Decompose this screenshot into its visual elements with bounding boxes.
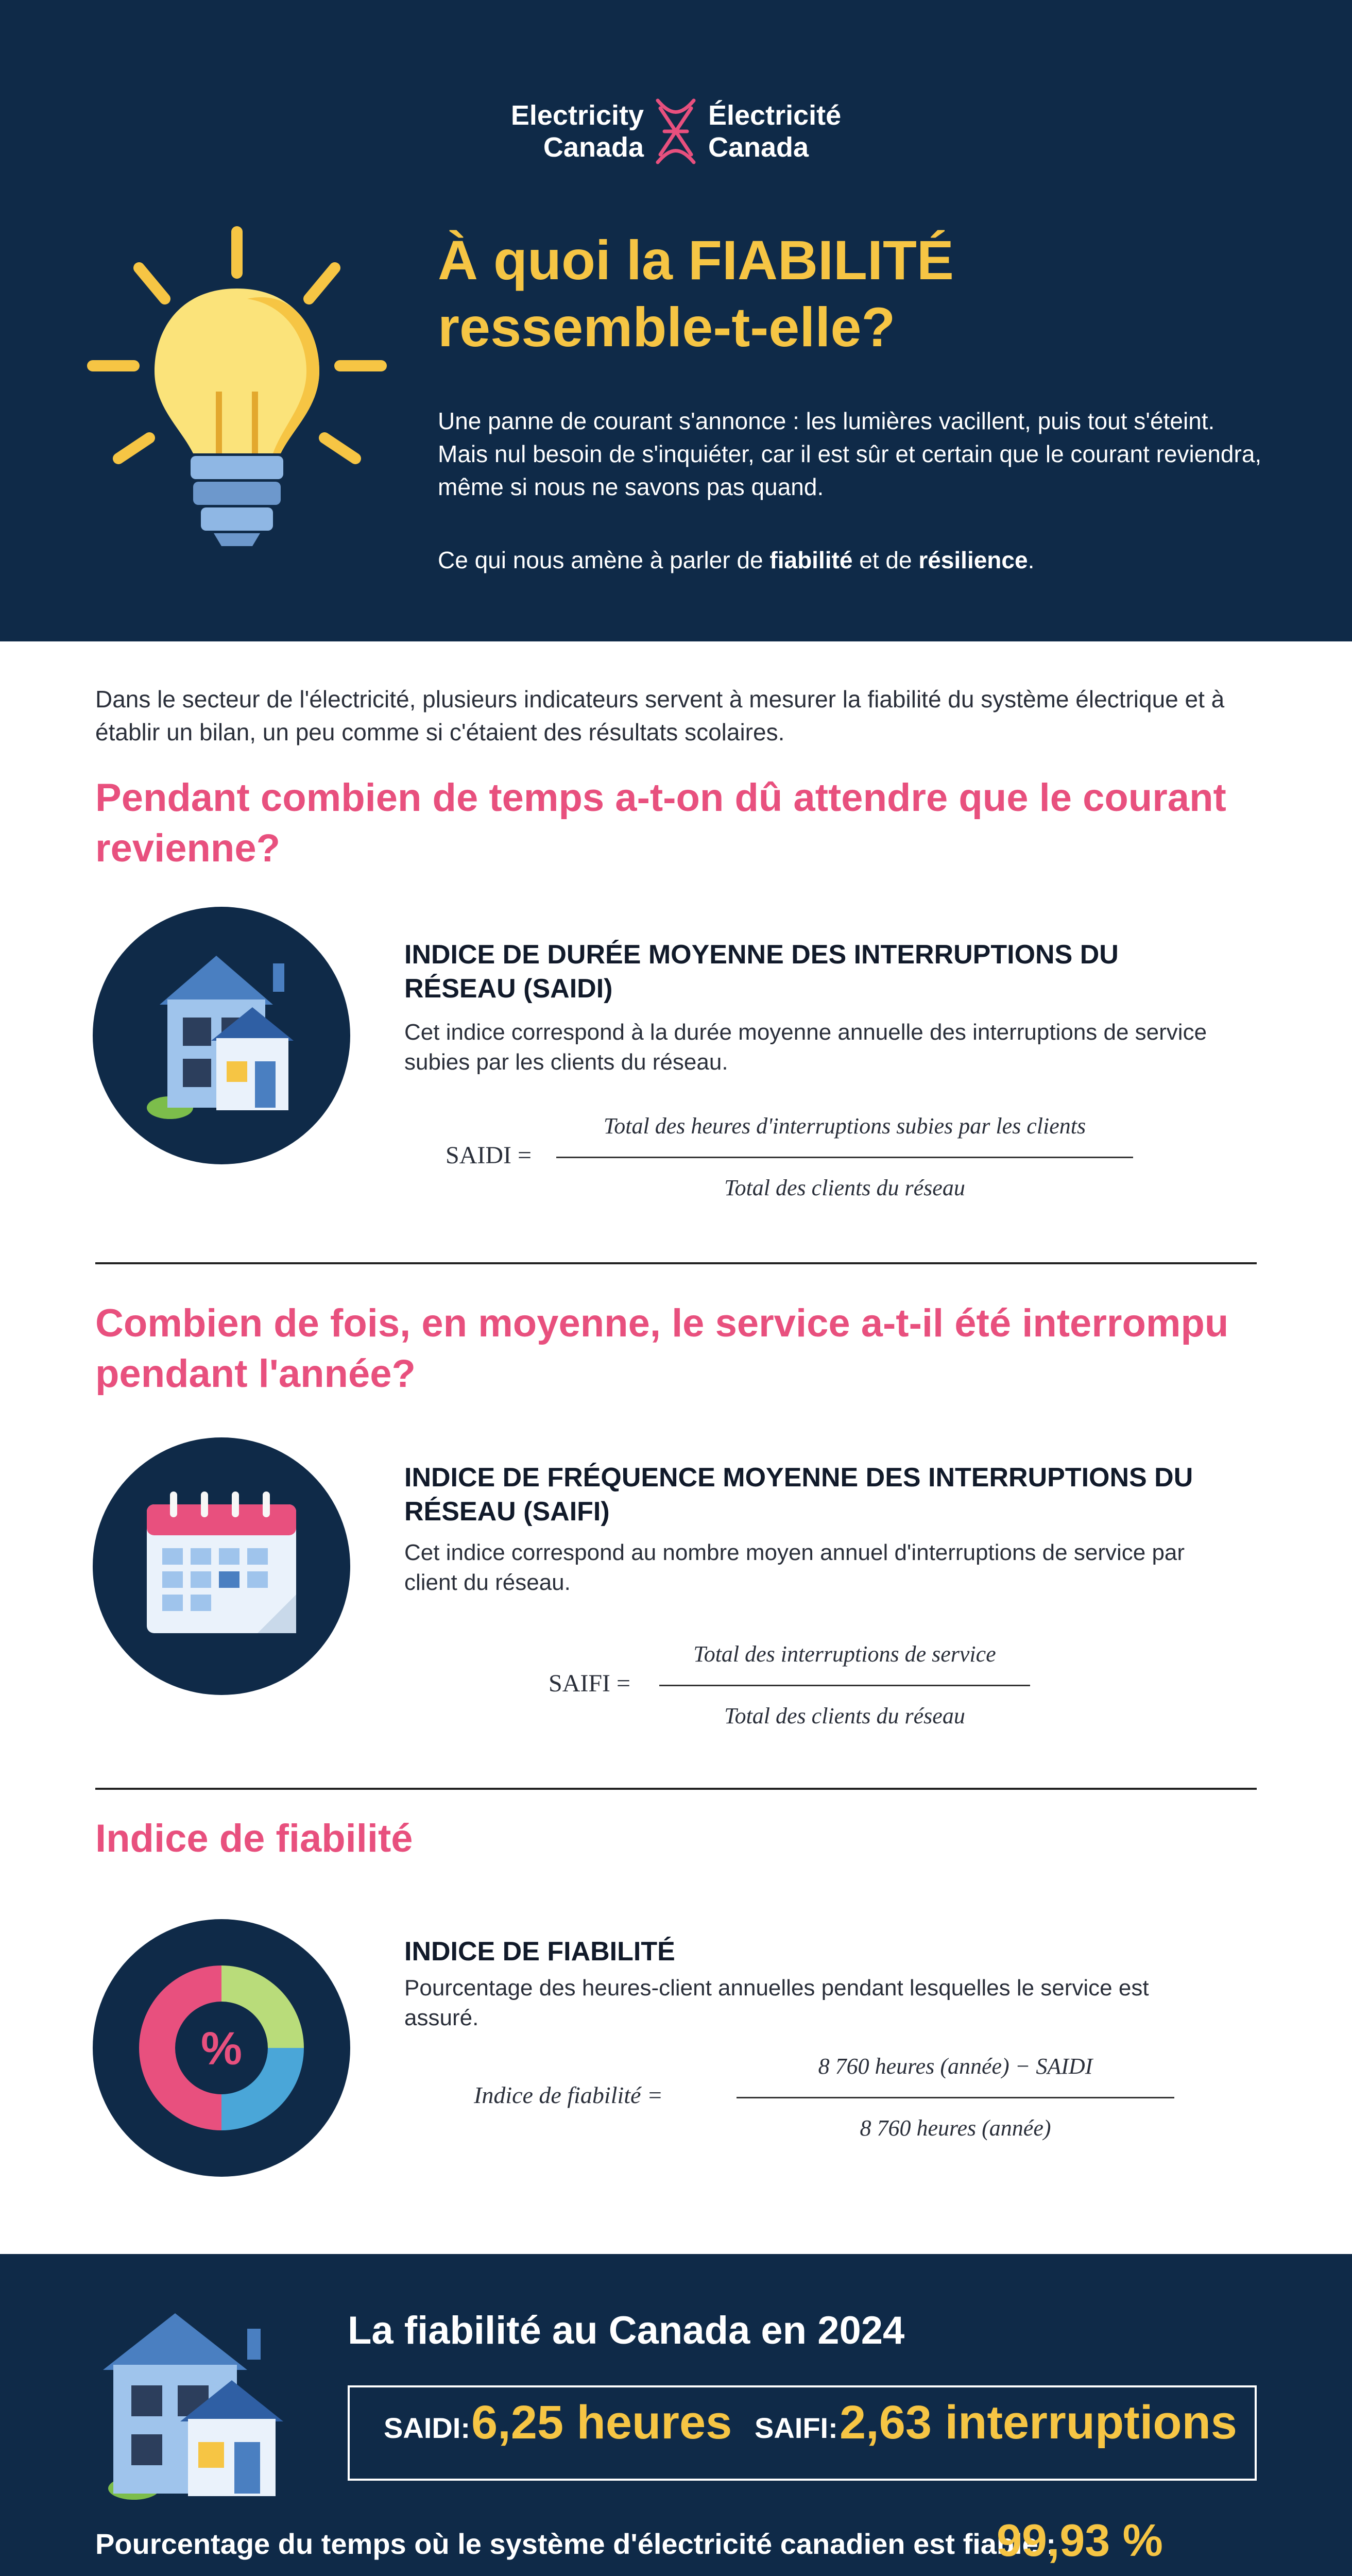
saifi-title: INDICE DE FRÉQUENCE MOYENNE DES INTERRUPTIONS DU RÉSEAU (SAIFI) [404,1463,1193,1527]
reliability-percent-label: Pourcentage du temps où le système d'électricité canadien est fiable : [95,2528,1056,2560]
reliability-formula-label: Indice de fiabilité = [474,2082,663,2108]
hero-text2-mid: et de [852,547,919,573]
saifi-question: Combien de fois, en moyenne, le service a-t-il été interrompu pendant l'année? [95,1301,1229,1396]
saidi-formula-denominator: Total des clients du réseau [724,1175,965,1200]
logo-mark-icon [650,95,701,167]
hero-text: Une panne de courant s'annonce : les lumières vacillent, puis tout s'éteint. Mais nul besoin de s'inquiéter, car il est sûr et certain que le courant reviendra, même si nous ne savons pas quand. [438,408,1262,500]
saidi-formula-bar [556,1157,1133,1158]
band-title: La fiabilité au Canada en 2024 [348,2309,905,2352]
divider [95,1788,1257,1790]
reliability-description: Pourcentage des heures-client annuelles pendant lesquelles le service est assuré. [404,1975,1149,2030]
logo-en-line1: Electricity [510,100,644,131]
saifi-description: Cet indice correspond au nombre moyen annuel d'interruptions de service par client du réseau. [404,1540,1185,1595]
divider [95,1262,1257,1264]
saifi-formula-numerator: Total des interruptions de service [693,1641,996,1667]
reliability-formula-numerator: 8 760 heures (année) − SAIDI [818,2054,1093,2079]
calendar-icon [93,1437,350,1695]
logo-fr-line1: Électricité [708,100,842,131]
saidi-value: 6,25 heures [471,2396,732,2449]
reliability-formula-denominator: 8 760 heures (année) [860,2115,1051,2141]
house-icon [93,2293,309,2509]
reliability-percent-value: 99,93 % [997,2515,1163,2566]
logo-en-line2: Canada [543,132,644,163]
saifi-formula-bar [659,1685,1030,1686]
saidi-title: INDICE DE DURÉE MOYENNE DES INTERRUPTIONS DU RÉSEAU (SAIDI) [404,940,1119,1004]
electricity-canada-logo[interactable] [0,95,1352,173]
hero-text2-prefix: Ce qui nous amène à parler de [438,547,770,573]
hero-text-resilience [438,544,1267,577]
hero-text2-resilience: résilience [918,547,1028,573]
reliability-title: INDICE DE FIABILITÉ [404,1937,675,1967]
saifi-formula-denominator: Total des clients du réseau [724,1703,965,1728]
percentage-donut-icon [93,1919,350,2177]
light-bulb-icon [77,222,397,551]
hero-title: À quoi la FIABILITÉ ressemble-t-elle? [438,229,954,358]
saidi-formula-label: SAIDI = [446,1142,532,1169]
saidi-label: SAIDI: [384,2412,470,2444]
house-icon [93,907,350,1164]
saifi-label: SAIFI: [755,2412,838,2444]
percent-symbol: % [200,2023,243,2075]
hero-text2-fiabilite: fiabilité [769,547,853,573]
saifi-value: 2,63 interruptions [840,2396,1237,2449]
logo-english [489,99,644,163]
hero-text2-suffix: . [1028,547,1035,573]
logo-french [708,99,873,163]
reliability-heading: Indice de fiabilité [95,1817,413,1860]
intro-paragraph: Dans le secteur de l'électricité, plusieurs indicateurs servent à mesurer la fiabilité du système électrique et à établir un bilan, un peu comme si c'étaient des résultats scolaires. [95,686,1225,745]
saifi-formula-label: SAIFI = [549,1670,631,1697]
saidi-formula-numerator: Total des heures d'interruptions subies par les clients [603,1113,1086,1139]
saidi-description: Cet indice correspond à la durée moyenne annuelle des interruptions de service subies par les clients du réseau. [404,1020,1207,1075]
saidi-question: Pendant combien de temps a-t-on dû attendre que le courant revienne? [95,776,1226,870]
reliability-formula-bar [737,2097,1174,2098]
logo-fr-line2: Canada [708,132,809,163]
